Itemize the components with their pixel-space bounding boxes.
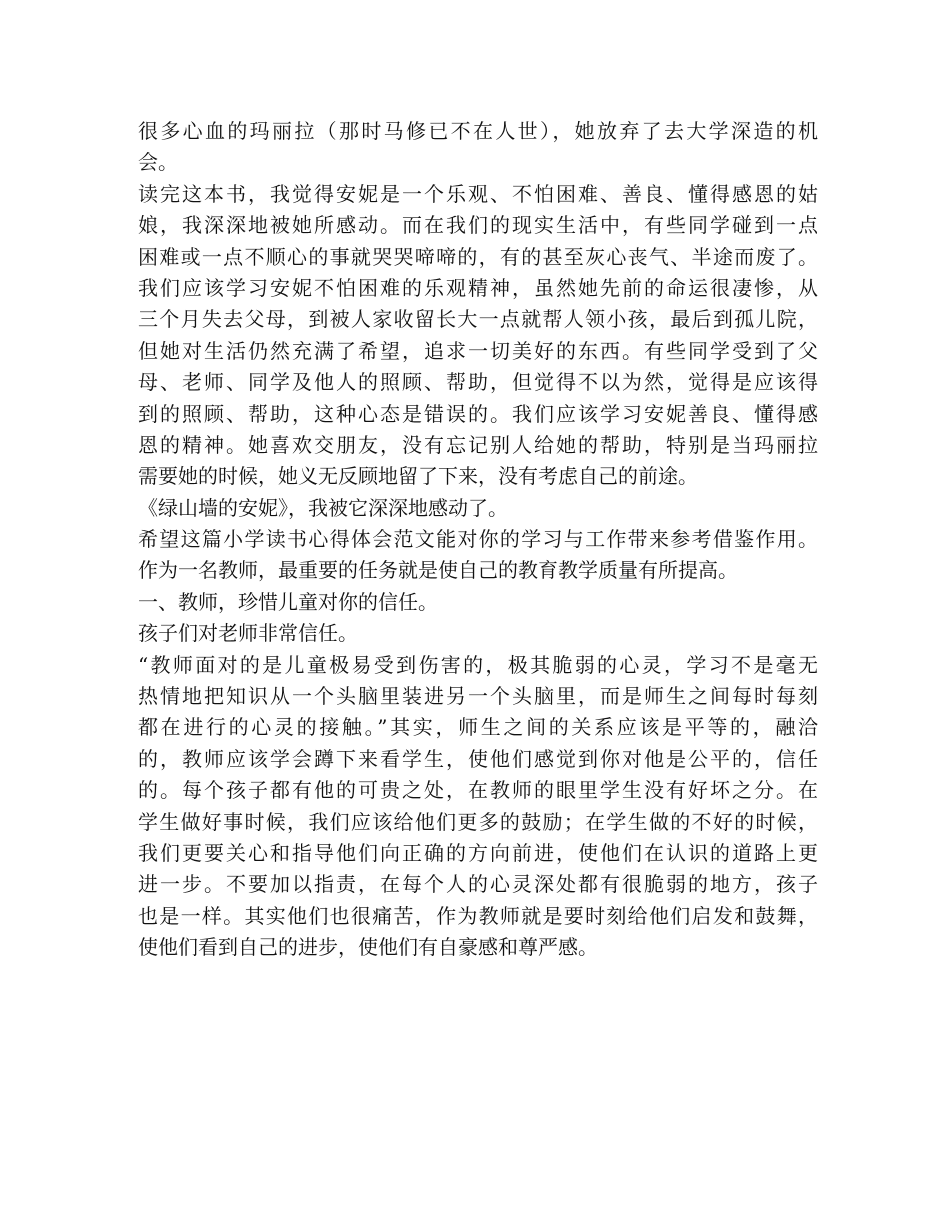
text-line: 学生做好事时候，我们应该给他们更多的鼓励；在学生做的不好的时候， [138,809,818,834]
text-line: 进一步。不要加以指责，在每个人的心灵深处都有很脆弱的地方，孩子 [138,872,818,897]
text-line: 使他们看到自己的进步，使他们有自豪感和尊严感。 [138,935,598,960]
text-line: 一、教师，珍惜儿童对你的信任。 [138,589,438,614]
text-line: 的。每个孩子都有他的可贵之处，在教师的眼里学生没有好坏之分。在 [138,778,818,803]
text-line: 的，教师应该学会蹲下来看学生，使他们感觉到你对他是公平的，信任 [138,746,818,771]
text-line: 读完这本书，我觉得安妮是一个乐观、不怕困难、善良、懂得感恩的姑 [138,181,818,206]
text-line: 但她对生活仍然充满了希望，追求一切美好的东西。有些同学受到了父 [138,338,818,363]
text-line: 也是一样。其实他们也很痛苦，作为教师就是要时刻给他们启发和鼓舞， [138,903,818,928]
text-line: 困难或一点不顺心的事就哭哭啼啼的，有的甚至灰心丧气、半途而废了。 [138,244,818,269]
text-line: 作为一名教师，最重要的任务就是使自己的教育教学质量有所提高。 [138,558,738,583]
text-line: 母、老师、同学及他人的照顾、帮助，但觉得不以为然，觉得是应该得 [138,370,818,395]
text-line: 《绿山墙的安妮》，我被它深深地感动了。 [138,495,508,520]
text-line: “教师面对的是儿童极易受到伤害的，极其脆弱的心灵，学习不是毫无 [138,652,818,677]
text-line: 三个月失去父母，到被人家收留长大一点就帮人领小孩，最后到孤儿院， [138,307,818,332]
text-line: 很多心血的玛丽拉（那时马修已不在人世），她放弃了去大学深造的机 [138,119,818,143]
text-line: 热情地把知识从一个头脑里装进另一个头脑里，而是师生之间每时每刻 [138,684,818,709]
text-line: 恩的精神。她喜欢交朋友，没有忘记别人给她的帮助，特别是当玛丽拉 [138,432,818,457]
text-line: 希望这篇小学读书心得体会范文能对你的学习与工作带来参考借鉴作用。 [138,527,818,552]
text-line: 我们应该学习安妮不怕困难的乐观精神，虽然她先前的命运很凄惨，从 [138,275,818,300]
text-line: 孩子们对老师非常信任。 [138,621,358,646]
text-line: 娘，我深深地被她所感动。而在我们的现实生活中，有些同学碰到一点 [138,213,818,238]
text-line: 我们更要关心和指导他们向正确的方向前进，使他们在认识的道路上更 [138,840,818,865]
text-line: 到的照顾、帮助，这种心态是错误的。我们应该学习安妮善良、懂得感 [138,401,818,426]
text-line: 需要她的时候，她义无反顾地留了下来，没有考虑自己的前途。 [138,464,698,489]
text-line: 会。 [138,150,178,175]
text-line: 都在进行的心灵的接触。”其实，师生之间的关系应该是平等的，融洽 [138,715,818,740]
document-body [138,116,818,964]
